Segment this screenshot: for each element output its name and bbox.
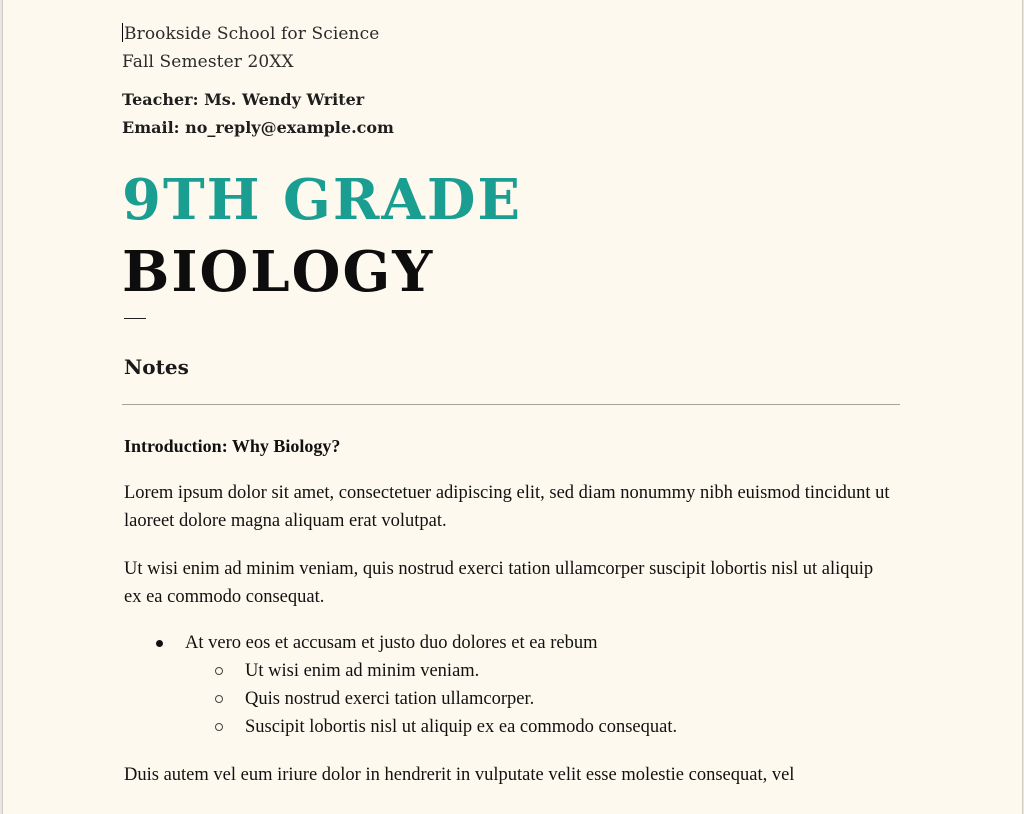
semester[interactable]: Fall Semester 20XX (122, 52, 294, 72)
teacher-info[interactable] (122, 86, 900, 142)
bullet-circle-icon (215, 695, 223, 703)
horizontal-rule (122, 404, 900, 405)
document-content[interactable] (122, 20, 900, 789)
sub-list-item-text[interactable]: Suscipit lobortis nisl ut aliquip ex ea commodo consequat. (245, 717, 678, 737)
bullet-circle-icon (215, 667, 223, 675)
sub-list-item[interactable] (185, 657, 900, 685)
sub-list-item[interactable] (185, 685, 900, 713)
teacher-name[interactable]: Teacher: Ms. Wendy Writer (122, 90, 365, 109)
list-item[interactable] (122, 629, 900, 741)
sub-list[interactable] (185, 657, 900, 741)
list-item-text[interactable]: At vero eos et accusam et justo duo dolores et ea rebum (185, 633, 598, 653)
title-dash-divider (124, 318, 146, 319)
title-subject[interactable]: BIOLOGY (122, 239, 435, 305)
intro-heading[interactable]: Introduction: Why Biology? (124, 436, 341, 456)
paragraph[interactable]: Lorem ipsum dolor sit amet, consectetuer adipiscing elit, sed diam nonummy nibh euismod tincidunt ut laoreet dolore magna aliquam erat volutpat. (124, 483, 890, 531)
sub-list-item-text[interactable]: Quis nostrud exerci tation ullamcorper. (245, 689, 535, 709)
sub-list-item[interactable] (185, 713, 900, 741)
sub-list-item-text[interactable]: Ut wisi enim ad minim veniam. (245, 661, 480, 681)
teacher-email[interactable]: Email: no_reply@example.com (122, 118, 394, 137)
notes-heading[interactable]: Notes (124, 355, 189, 379)
paragraph[interactable]: Duis autem vel eum iriure dolor in hendrerit in vulputate velit esse molestie consequat, vel (124, 765, 795, 785)
school-name[interactable]: Brookside School for Science (124, 24, 380, 44)
text-cursor (122, 23, 123, 42)
school-info[interactable] (122, 20, 900, 76)
paragraph[interactable]: Ut wisi enim ad minim veniam, quis nostrud exerci tation ullamcorper suscipit lobortis nisl ut aliquip ex ea commodo consequat. (124, 559, 874, 607)
bullet-dot-icon (156, 640, 163, 647)
bullet-list[interactable] (122, 629, 900, 741)
bullet-circle-icon (215, 723, 223, 731)
document-page[interactable] (2, 0, 1023, 814)
title-grade[interactable]: 9TH GRADE (122, 167, 523, 233)
